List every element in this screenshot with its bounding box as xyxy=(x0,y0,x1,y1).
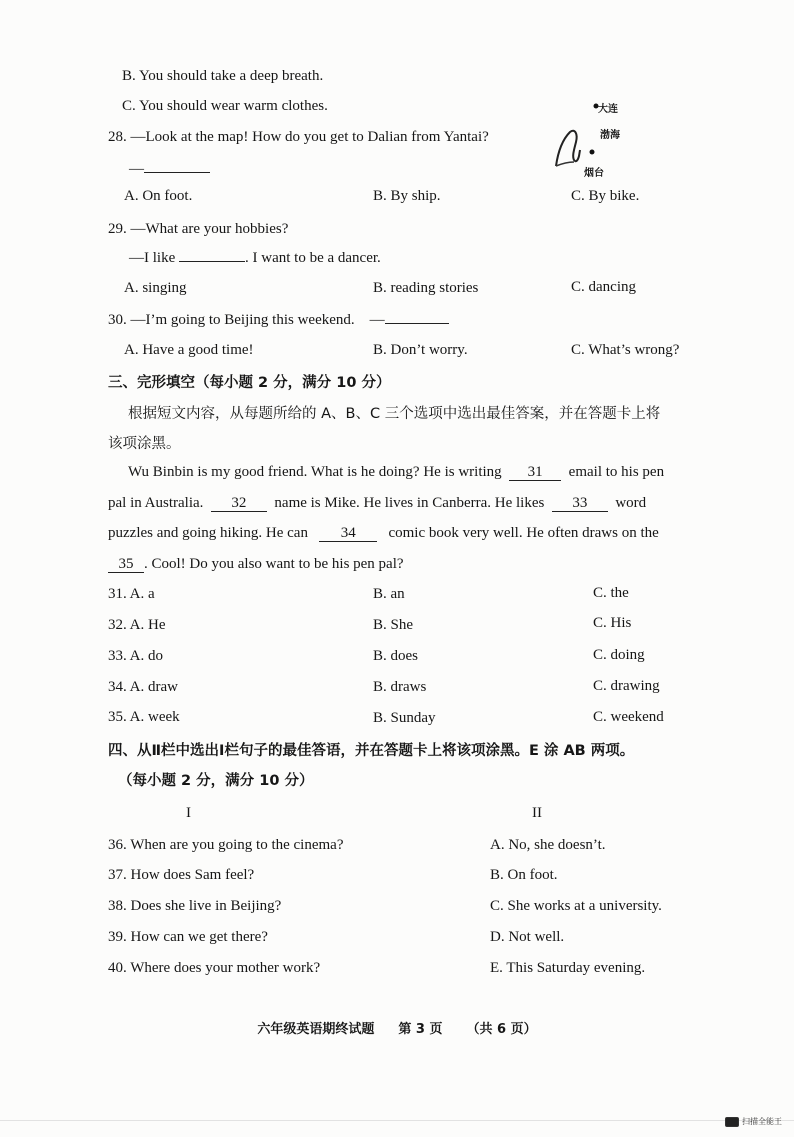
q28-answer-blank xyxy=(144,158,210,173)
match-answer-e: E. This Saturday evening. xyxy=(490,960,646,976)
cloze-33-option-a: 33. A. do xyxy=(108,648,164,664)
passage-text: pal in Australia. xyxy=(108,495,204,511)
cloze-34-option-c: C. drawing xyxy=(593,678,660,694)
passage-text: Wu Binbin is my good friend. What is he doing? He is writing xyxy=(128,464,502,480)
blank-35: 35 xyxy=(108,556,144,573)
match-answer-c: C. She works at a university. xyxy=(490,898,662,914)
cloze-35-option-a: 35. A. week xyxy=(108,709,180,725)
match-question-37: 37. How does Sam feel? xyxy=(108,867,255,883)
blank-33: 33 xyxy=(552,495,608,512)
match-answer-d: D. Not well. xyxy=(490,929,565,945)
q30-question-text: 30. —I’m going to Beijing this weekend. xyxy=(108,312,355,328)
passage-text: puzzles and going hiking. He can xyxy=(108,525,308,541)
cloze-31-option-a: 31. A. a xyxy=(108,586,155,602)
match-question-39: 39. How can we get there? xyxy=(108,929,268,945)
match-answer-b: B. On foot. xyxy=(490,867,558,883)
page-footer xyxy=(0,1018,794,1037)
q29-question: 29. —What are your hobbies? xyxy=(108,221,289,237)
q30-option-c: C. What’s wrong? xyxy=(571,342,680,358)
match-question-38: 38. Does she live in Beijing? xyxy=(108,898,282,914)
section3-instruction-line2: 该项涂黑。 xyxy=(108,436,181,452)
section3-heading: 三、完形填空（每小题 2 分，满分 10 分） xyxy=(108,375,391,391)
cloze-32-option-a: 32. A. He xyxy=(108,617,166,633)
passage-text: word xyxy=(615,495,647,511)
q29-reply-post: . I want to be a dancer. xyxy=(245,250,381,266)
q28-reply-dash: — xyxy=(129,161,144,177)
cloze-34-option-a: 34. A. draw xyxy=(108,679,178,695)
passage-text: comic book very well. He often draws on the xyxy=(388,525,659,541)
column-ii-header: II xyxy=(532,805,542,821)
cloze-35-option-c: C. weekend xyxy=(593,709,664,725)
cloze-34-option-b: B. draws xyxy=(373,679,427,695)
map-label-yantai: 烟台 xyxy=(584,168,604,179)
passage-text: name is Mike. He lives in Canberra. He likes xyxy=(274,495,545,511)
section4-subheading: （每小题 2 分，满分 10 分） xyxy=(118,773,314,789)
q28-option-a: A. On foot. xyxy=(124,188,193,204)
passage-text: . Cool! Do you also want to be his pen pal? xyxy=(144,556,404,572)
yantai-marker xyxy=(590,150,595,155)
section3-instruction-line1: 根据短文内容，从每题所给的 A、B、C 三个选项中选出最佳答案，并在答题卡上将 xyxy=(128,406,661,422)
cloze-31-option-c: C. the xyxy=(593,585,629,601)
passage-line-3 xyxy=(108,523,659,543)
match-question-36: 36. When are you going to the cinema? xyxy=(108,837,344,853)
footer-title: 六年级英语期终试题 xyxy=(257,1022,375,1037)
q29-reply-pre: —I like xyxy=(129,250,176,266)
q27-option-b: B. You should take a deep breath. xyxy=(122,68,324,84)
passage-line-4 xyxy=(108,554,404,574)
q30-option-b: B. Don’t worry. xyxy=(373,342,468,358)
q28-question: 28. —Look at the map! How do you get to Dalian from Yantai? xyxy=(108,129,489,145)
section4-heading: 四、从Ⅱ栏中选出Ⅰ栏句子的最佳答语，并在答题卡上将该项涂黑。E 涂 AB 两项。 xyxy=(108,743,635,759)
blank-31: 31 xyxy=(509,464,561,481)
footer-page-number: 第 3 页 xyxy=(398,1022,443,1037)
q29-option-a: A. singing xyxy=(124,280,187,296)
blank-34: 34 xyxy=(319,525,377,542)
scanner-logo-icon xyxy=(725,1117,739,1127)
passage-text: email to his pen xyxy=(568,464,665,480)
scanner-watermark xyxy=(725,1116,782,1127)
blank-32: 32 xyxy=(211,495,267,512)
q29-option-b: B. reading stories xyxy=(373,280,479,296)
q28-option-b: B. By ship. xyxy=(373,188,441,204)
match-answer-a: A. No, she doesn’t. xyxy=(490,837,606,853)
scan-edge-divider xyxy=(0,1120,794,1121)
footer-page-total: （共 6 页） xyxy=(466,1022,537,1037)
q30-question xyxy=(108,309,449,330)
map-label-dalian: 大连 xyxy=(598,104,618,115)
map-label-bohai: 渤海 xyxy=(600,130,620,141)
cloze-32-option-c: C. His xyxy=(593,615,632,631)
map-figure xyxy=(548,92,638,184)
match-question-40: 40. Where does your mother work? xyxy=(108,960,321,976)
cloze-32-option-b: B. She xyxy=(373,617,414,633)
q28-option-c: C. By bike. xyxy=(571,188,640,204)
passage-line-2 xyxy=(108,493,646,513)
cloze-33-option-c: C. doing xyxy=(593,647,645,663)
q28-reply xyxy=(129,158,210,179)
q30-answer-blank xyxy=(385,309,449,324)
cloze-31-option-b: B. an xyxy=(373,586,405,602)
cloze-35-option-b: B. Sunday xyxy=(373,710,436,726)
scanner-watermark-text: 扫描全能王 xyxy=(742,1117,782,1126)
q30-reply-dash: — xyxy=(369,312,385,328)
q30-option-a: A. Have a good time! xyxy=(124,342,254,358)
column-i-header: I xyxy=(186,805,191,821)
q27-option-c: C. You should wear warm clothes. xyxy=(122,98,328,114)
cloze-33-option-b: B. does xyxy=(373,648,418,664)
passage-line-1 xyxy=(128,462,664,482)
q29-reply xyxy=(129,247,381,268)
q29-option-c: C. dancing xyxy=(571,279,636,295)
q29-answer-blank xyxy=(179,247,245,262)
